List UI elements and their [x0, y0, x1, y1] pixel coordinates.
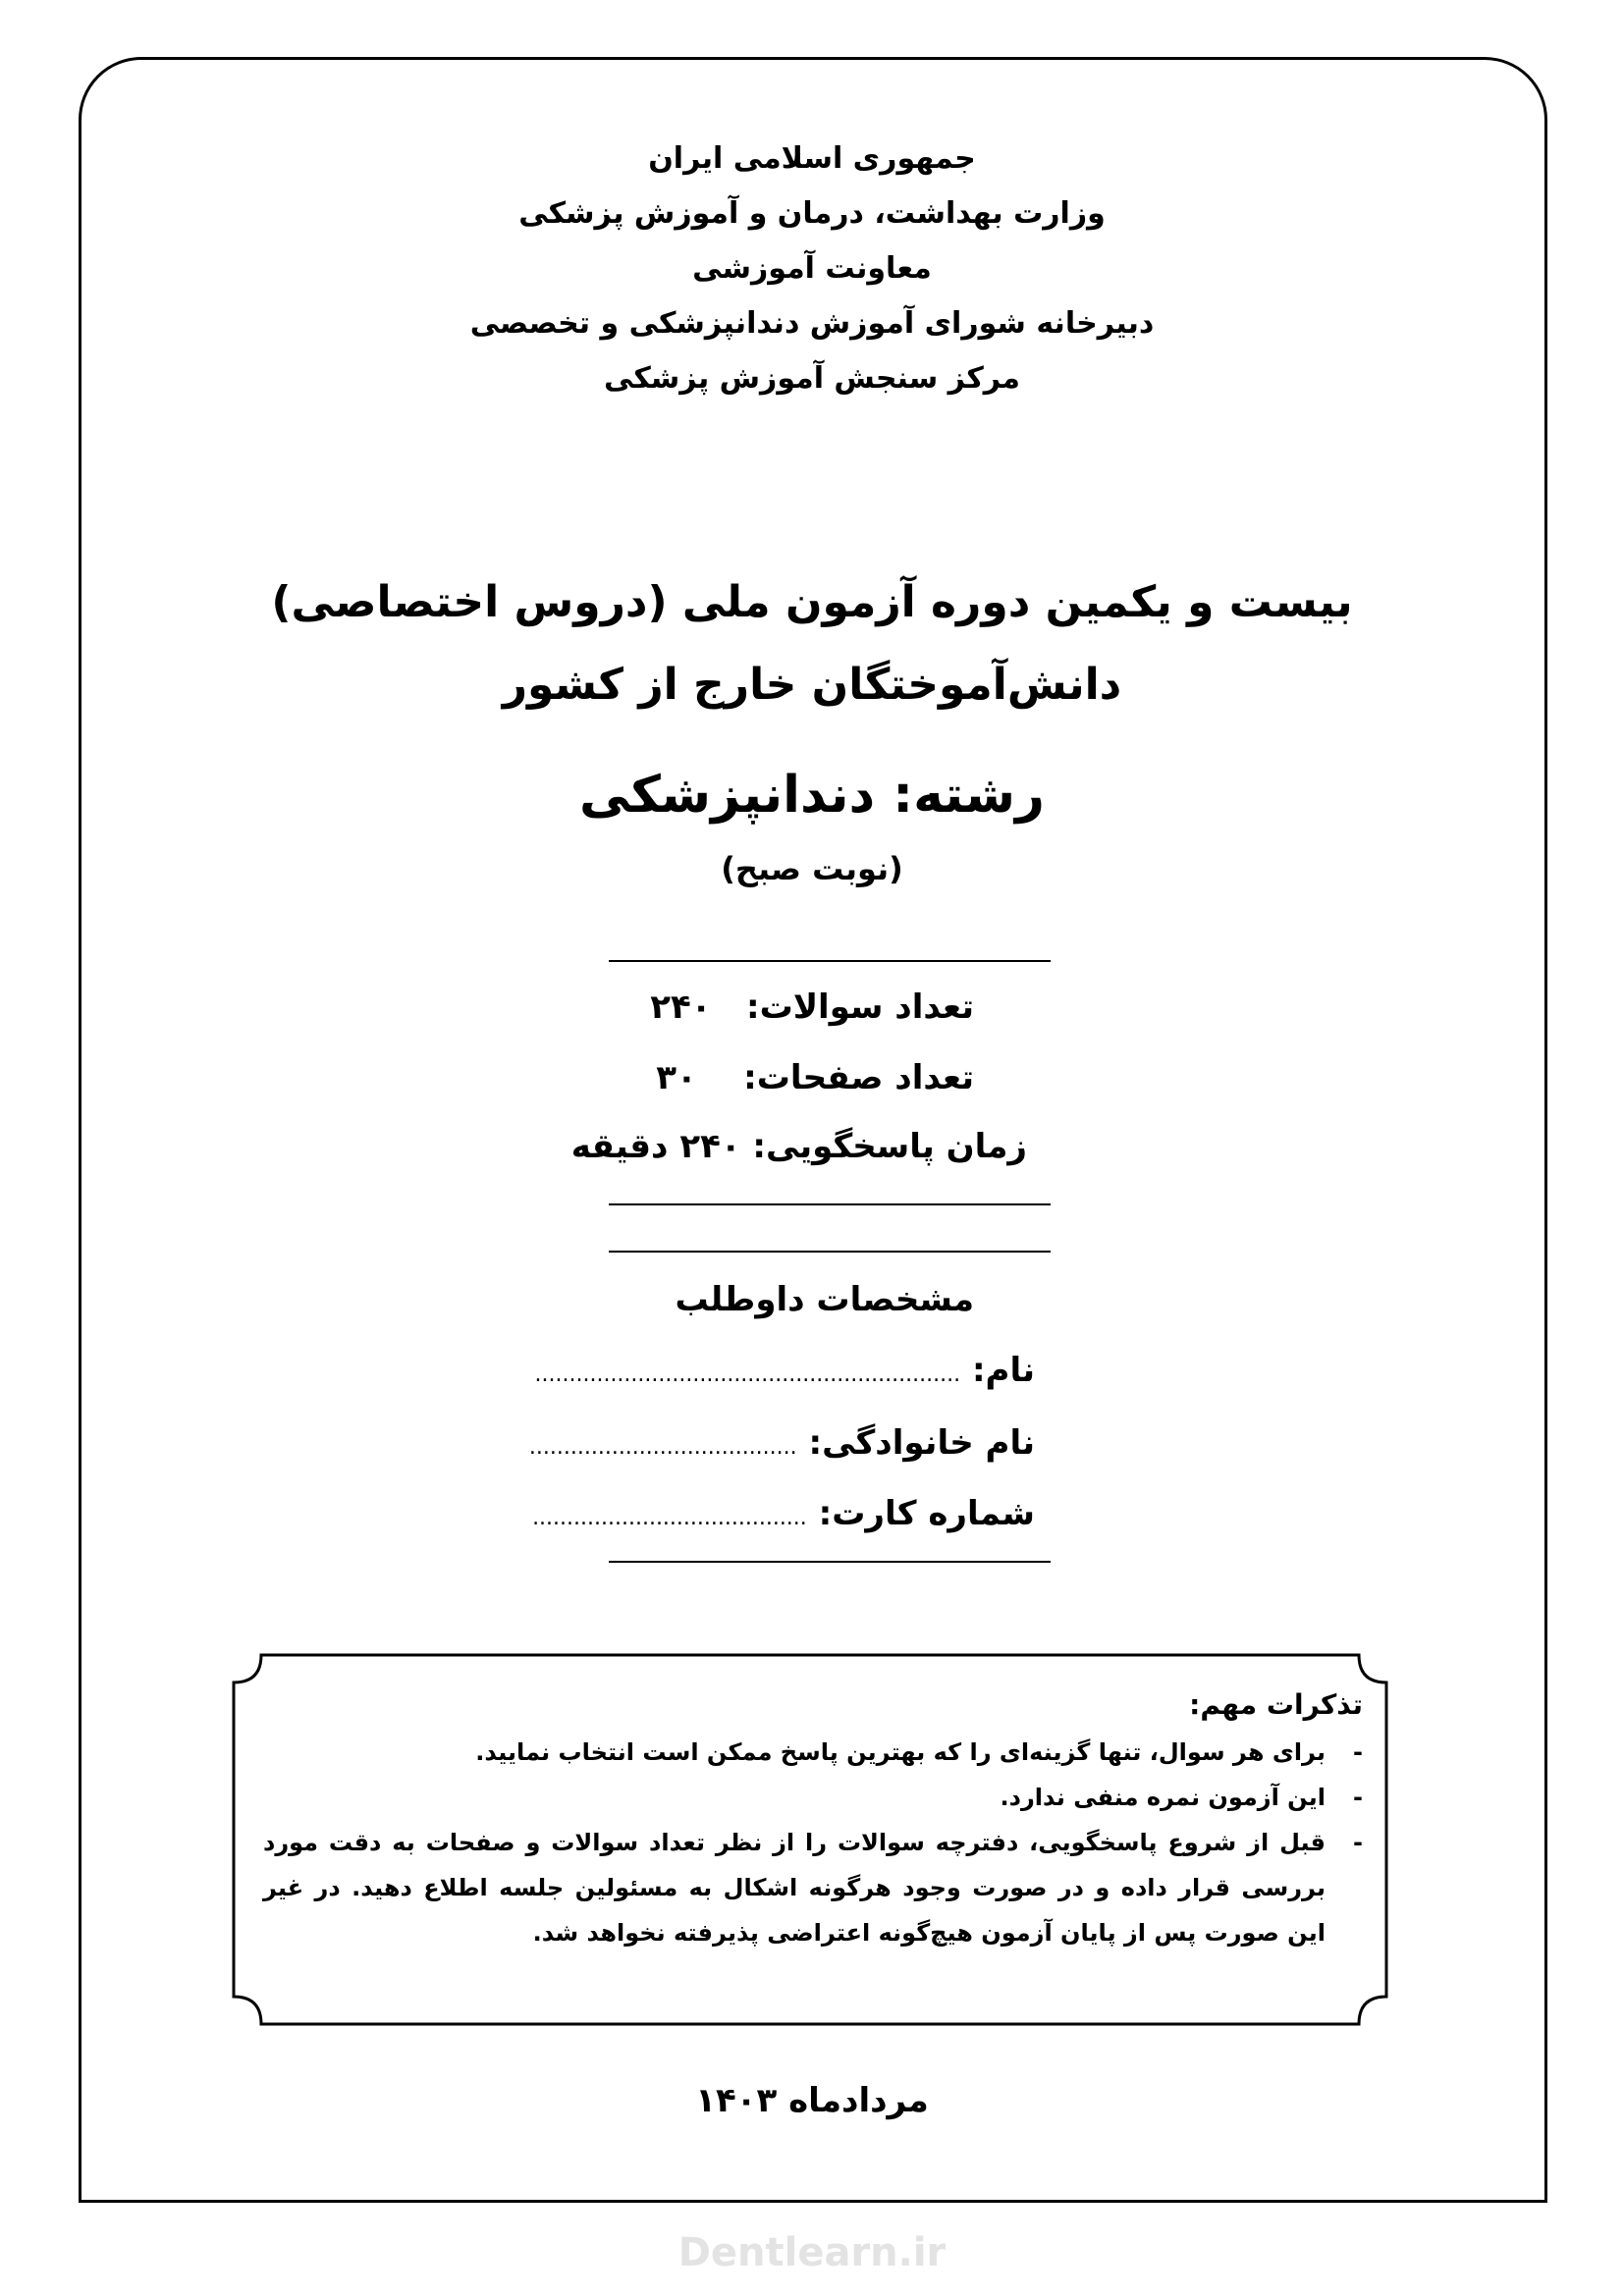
- watermark: Dentlearn.ir: [677, 2230, 947, 2275]
- notes-box: [263, 1681, 1363, 1955]
- divider: [609, 1251, 1051, 1253]
- note-item: [263, 1730, 1363, 1775]
- exam-title-line1: بیست و یکمین دوره آزمون ملی (دروس اختصاصی): [271, 577, 1353, 627]
- card-label: شماره کارت:: [818, 1494, 1035, 1533]
- note-text: قبل از شروع پاسخگویی، دفترچه سوالات را از نظر تعداد سوالات و صفحات به دقت مورد بررسی قرار داده و در صورت وجود هرگونه اشکال به مسئولین جلسه اطلاع دهید. در غیر این صورت پس از پایان آزمون هیچ‌گونه اعتراضی پذیرفته نخواهد شد.: [263, 1829, 1326, 1947]
- header-line-ministry: وزارت بهداشت، درمان و آموزش پزشکی: [518, 196, 1106, 231]
- notes-title: تذکرات مهم:: [1189, 1688, 1363, 1721]
- note-text: این آزمون نمره منفی ندارد.: [1000, 1784, 1326, 1811]
- family-name-field[interactable]: [529, 1423, 1035, 1463]
- time-value: ۲۴۰ دقیقه: [570, 1127, 741, 1166]
- exam-title-line2: دانش‌آموختگان خارج از کشور: [502, 660, 1122, 710]
- note-dash: -: [1353, 1829, 1363, 1856]
- note-item: [263, 1775, 1363, 1820]
- header-line-secretariat: دبیرخانه شورای آموزش دندانپزشکی و تخصصی: [469, 306, 1155, 341]
- family-label: نام خانوادگی:: [808, 1423, 1035, 1463]
- family-dots: .......................................: [528, 1435, 797, 1460]
- questions-label: تعداد سوالات:: [745, 988, 974, 1027]
- pages-value: ۳۰: [656, 1058, 697, 1097]
- divider: [609, 1561, 1051, 1563]
- note-text: برای هر سوال، تنها گزینه‌ای را که بهترین پاسخ ممکن است انتخاب نمایید.: [475, 1738, 1326, 1766]
- candidate-heading: مشخصات داوطلب: [675, 1280, 974, 1319]
- header-line-center: مرکز سنجش آموزش پزشکی: [603, 361, 1020, 396]
- name-field[interactable]: [535, 1351, 1035, 1390]
- name-label: نام:: [971, 1351, 1035, 1390]
- exam-field: رشته: دندانپزشکی: [579, 766, 1045, 825]
- card-dots: ........................................: [532, 1506, 807, 1530]
- exam-shift: (نوبت صبح): [721, 850, 903, 887]
- time-label: زمان پاسخگویی:: [752, 1127, 1027, 1166]
- questions-count: [650, 988, 974, 1027]
- divider: [609, 1203, 1051, 1205]
- header-block: [0, 132, 1624, 406]
- header-line-deputy: معاونت آموزشی: [692, 251, 932, 286]
- answer-time: [571, 1127, 1027, 1166]
- pages-label: تعداد صفحات:: [743, 1058, 974, 1097]
- header-line-country: جمهوری اسلامی ایران: [648, 141, 976, 176]
- questions-value: ۲۴۰: [650, 988, 712, 1027]
- divider: [609, 960, 1051, 962]
- pages-count: [656, 1058, 974, 1097]
- note-dash: -: [1353, 1738, 1363, 1766]
- note-dash: -: [1353, 1784, 1363, 1811]
- note-item: [263, 1820, 1363, 1955]
- exam-date: مردادماه ۱۴۰۳: [695, 2081, 929, 2120]
- card-number-field[interactable]: [532, 1494, 1035, 1533]
- name-dots: ..............................................................: [534, 1362, 961, 1387]
